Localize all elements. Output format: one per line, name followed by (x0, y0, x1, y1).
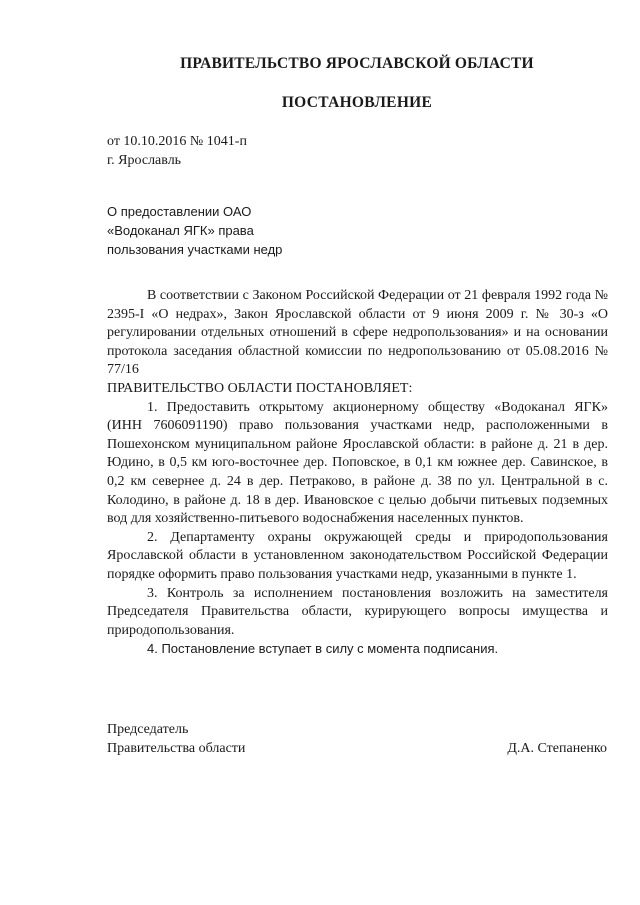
subject-line-2: «Водоканал ЯГК» права (107, 223, 254, 238)
signatory-name: Д.А. Степаненко (507, 741, 607, 756)
document-body (107, 287, 608, 659)
resolves-heading: ПРАВИТЕЛЬСТВО ОБЛАСТИ ПОСТАНОВЛЯЕТ: (107, 380, 413, 396)
document-type-title: ПОСТАНОВЛЕНИЕ (281, 94, 433, 111)
signatory-title (107, 720, 245, 758)
item-2-paragraph: 2. Департаменту охраны окружающей среды и природопользования Ярославской области в установленном законодательством Российской Федерации порядке оформить право пользования участками недр, указанными в пункте 1. (107, 529, 608, 582)
date-number: от 10.10.2016 № 1041-п (107, 134, 247, 149)
document-meta (107, 132, 247, 170)
item-3-paragraph: 3. Контроль за исполнением постановления возложить на заместителя Председателя Правительства области, курирующего вопросы имущества и природопользования. (107, 585, 608, 638)
signatory-title-line-1: Председатель (107, 722, 189, 737)
document-subject (107, 202, 282, 259)
item-1-paragraph: 1. Предоставить открытому акционерному обществу «Водоканал ЯГК» (ИНН 7606091190) право пользования участками недр, расположенными в Пошехонском муниципальном районе Ярославской области: в районе д. 21 в дер. Юдино, в 0,5 км юго-восточнее дер. Поповское, в 0,1 км южнее дер. Савинское, в 0,2 км севернее д. 24 в дер. Петраково, в районе д. 38 по ул. Центральной в с. Колодино, в районе д. 18 в дер. Ивановское с целью добычи питьевых подземных вод для хозяйственно-питьевого водоснабжения населенных пунктов. (107, 399, 608, 527)
city: г. Ярославль (107, 153, 182, 168)
signatory-title-line-2: Правительства области (107, 741, 246, 756)
subject-line-1: О предоставлении ОАО (107, 204, 252, 219)
item-4-paragraph: 4. Постановление вступает в силу с момента подписания. (147, 641, 499, 657)
organization-title: ПРАВИТЕЛЬСТВО ЯРОСЛАВСКОЙ ОБЛАСТИ (180, 55, 534, 72)
subject-line-3: пользования участками недр (107, 242, 283, 257)
preamble-paragraph: В соответствии с Законом Российской Федерации от 21 февраля 1992 года № 2395-I «О недрах», Закон Ярославской области от 9 июня 2009 г. № 30-з «О регулировании отдельных отношений в сфере недропользования» и на основании протокола заседания областной комиссии по недропользованию от 05.08.2016 № 77/16 (107, 288, 608, 378)
